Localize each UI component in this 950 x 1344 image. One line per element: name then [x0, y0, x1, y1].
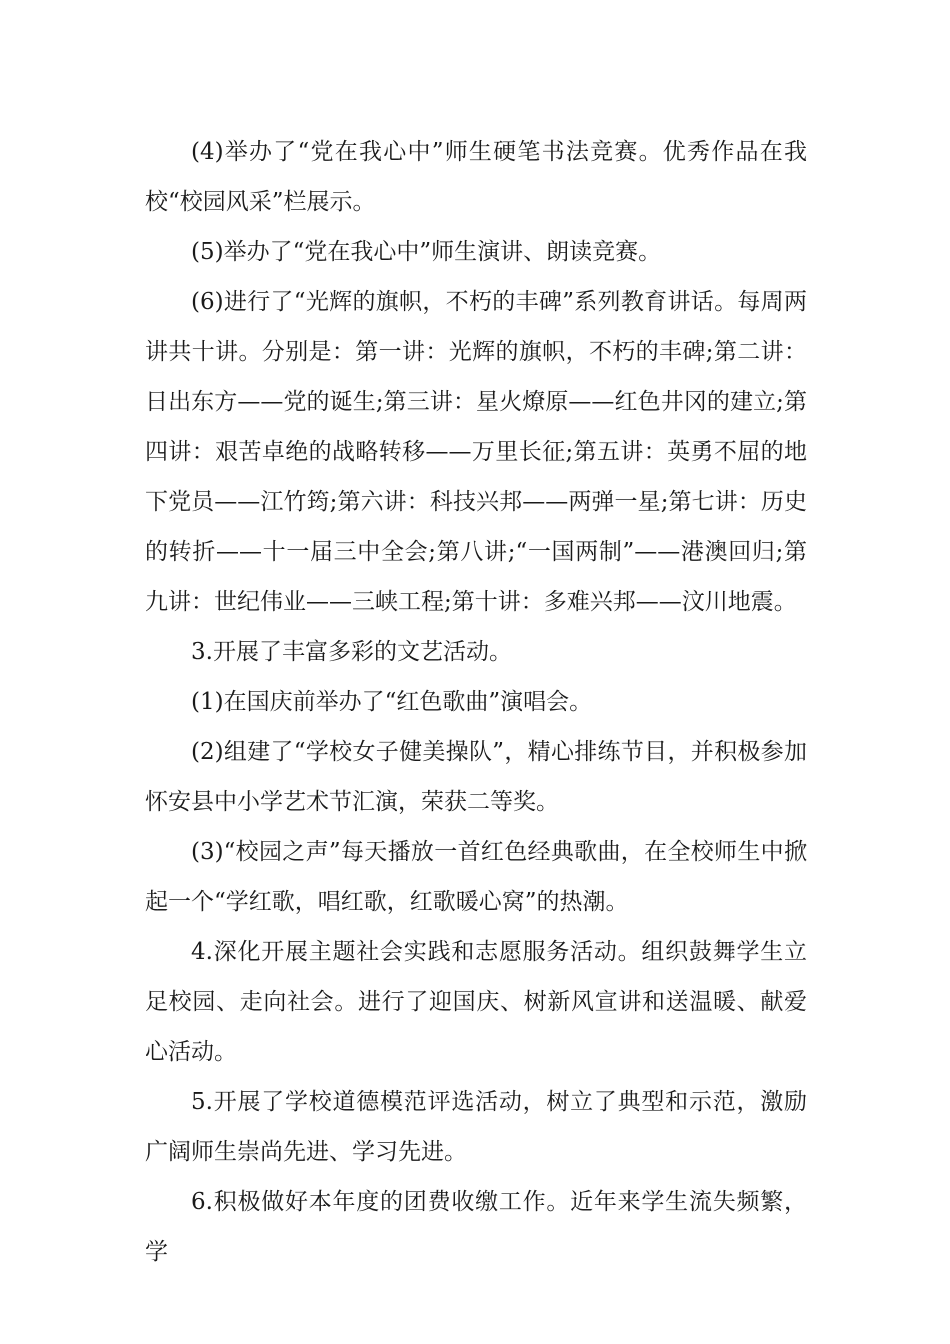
paragraph-speech-contest: (5)举办了“党在我心中”师生演讲、朗读竞赛。 — [191, 239, 662, 265]
paragraph-aerobics-team: (2)组建了“学校女子健美操队”，精心排练节目，并积极参加怀安县中小学艺术节汇演，荣获二等奖。 — [145, 739, 807, 815]
paragraph-lecture-series: (6)进行了“光辉的旗帜，不朽的丰碑”系列教育讲话。每周两讲共十讲。分别是：第一讲：光辉的旗帜，不朽的丰碑;第二讲：日出东方——党的诞生;第三讲：星火燎原——红色井冈的建立;第四讲：艰苦卓绝的战略转移——万里长征;第五讲：英勇不屈的地下党员——江竹筠;第六讲：科技兴邦——两弹一星;第七讲：历史的转折——十一届三中全会;第八讲;“一国两制”——港澳回归;第九讲：世纪伟业——三峡工程;第十讲：多难兴邦——汶川地震。 — [145, 289, 807, 615]
paragraph-red-song-concert: (1)在国庆前举办了“红色歌曲”演唱会。 — [191, 689, 593, 715]
paragraph-arts-activities-heading: 3.开展了丰富多彩的文艺活动。 — [191, 639, 512, 665]
paragraph-moral-model: 5.开展了学校道德模范评选活动，树立了典型和示范，激励广阔师生崇尚先进、学习先进。 — [145, 1089, 807, 1165]
paragraph-calligraphy-contest: (4)举办了“党在我心中”师生硬笔书法竞赛。优秀作品在我校“校园风采”栏展示。 — [145, 139, 807, 215]
paragraph-social-practice: 4.深化开展主题社会实践和志愿服务活动。组织鼓舞学生立足校园、走向社会。进行了迎国庆、树新风宣讲和送温暖、献爱心活动。 — [145, 939, 807, 1065]
document-body — [145, 127, 807, 1277]
paragraph-league-fees: 6.积极做好本年度的团费收缴工作。近年来学生流失频繁，学 — [145, 1189, 807, 1265]
paragraph-campus-voice: (3)“校园之声”每天播放一首红色经典歌曲，在全校师生中掀起一个“学红歌，唱红歌，红歌暖心窝”的热潮。 — [145, 839, 807, 915]
